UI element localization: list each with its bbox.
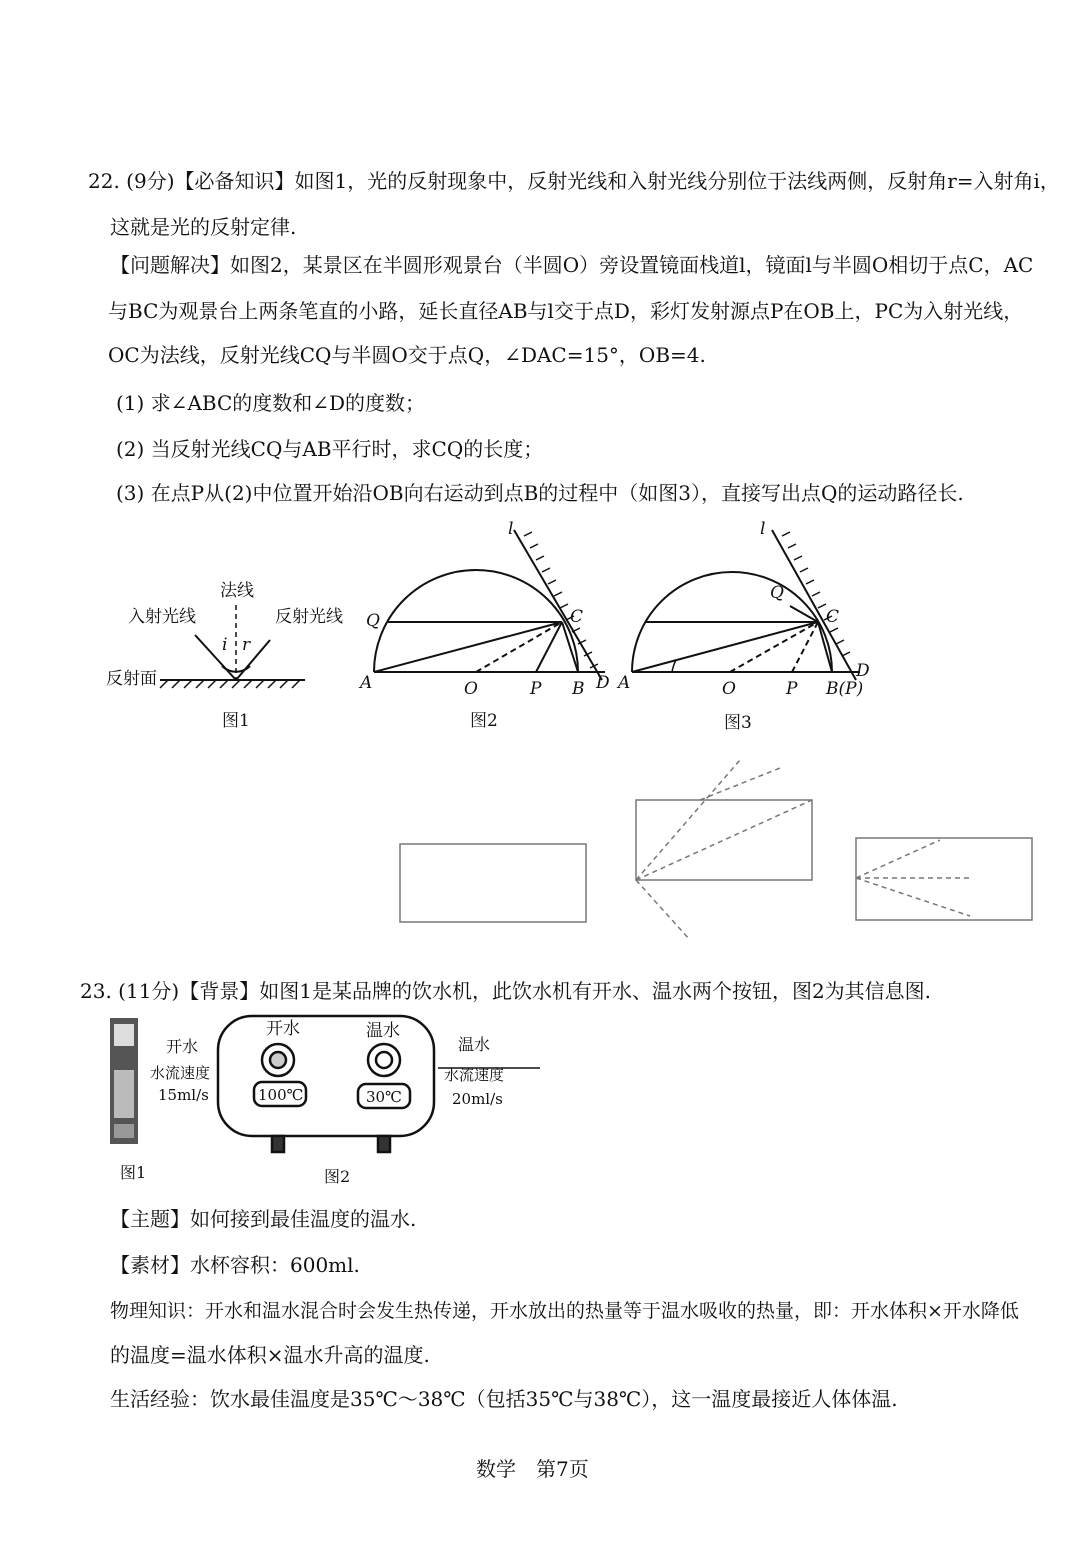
- q23-line1: 23. (11分)【背景】如图1是某品牌的饮水机，此饮水机有开水、温水两个按钮，图2为其信息图.: [80, 979, 932, 1003]
- fig2-Q-label: Q: [366, 611, 380, 631]
- fig3-D-label: D: [856, 661, 870, 681]
- fig3-P-label: P: [786, 679, 798, 699]
- fig2-caption: 图2: [470, 711, 498, 731]
- warm-button-label: 温水: [366, 1021, 400, 1041]
- fig3-C-label: C: [826, 607, 840, 627]
- q22-line4: 与BC为观景台上两条笔直的小路，延长直径AB与l交于点D，彩灯发射源点P在OB上，PC为入射光线，: [108, 299, 1024, 323]
- fig2-l-label: l: [508, 519, 514, 539]
- fig3-caption: 图3: [724, 713, 752, 733]
- fig2-C-label: C: [570, 607, 584, 627]
- q22-line3: 【问题解决】如图2，某景区在半圆形观景台（半圆O）旁设置镜面栈道l，镜面l与半圆O相切于点C，AC: [110, 253, 1034, 277]
- dispenser-image: [110, 1018, 138, 1144]
- fig3-A-label: A: [618, 673, 631, 693]
- fig2-D-label: D: [596, 673, 610, 693]
- fig2-B-label: B: [572, 679, 585, 699]
- fig1-caption: 图1: [222, 711, 250, 731]
- q22-line5: OC为法线，反射光线CQ与半圆O交于点Q，∠DAC=15°，OB=4.: [108, 343, 706, 367]
- q23-theme: 【主题】如何接到最佳温度的温水.: [110, 1207, 417, 1231]
- fig1-r-label: r: [242, 635, 251, 655]
- hot-button-label: 开水: [266, 1019, 300, 1039]
- hot-temp: 100℃: [258, 1086, 304, 1104]
- fig1-incident-label: 入射光线: [128, 607, 196, 627]
- fig2-O-label: O: [464, 679, 478, 699]
- fig1-reflected-label: 反射光线: [275, 607, 343, 627]
- q23-life: 生活经验：饮水最佳温度是35℃～38℃（包括35℃与38℃），这一温度最接近人体体温.: [110, 1387, 898, 1411]
- warm-speed: 20ml/s: [452, 1090, 503, 1108]
- q22-sub1: (1) 求∠ABC的度数和∠D的度数；: [116, 391, 426, 415]
- q23-physics-2: 的温度=温水体积×温水升高的温度.: [110, 1343, 430, 1367]
- warm-label: 温水: [458, 1035, 491, 1054]
- hot-label: 开水: [166, 1037, 199, 1056]
- warm-speed-title: 水流速度: [444, 1066, 505, 1084]
- fig3-Q-label: Q: [770, 583, 784, 603]
- fig3-O-label: O: [722, 679, 736, 699]
- q22-line2: 这就是光的反射定律.: [110, 215, 297, 239]
- q22-sub3: (3) 在点P从(2)中位置开始沿OB向右运动到点B的过程中（如图3），直接写出点Q的运动路径长.: [116, 481, 964, 505]
- fig2-A-label: A: [360, 673, 373, 693]
- q23-material: 【素材】水杯容积：600ml.: [110, 1253, 360, 1277]
- fig1-i-label: i: [222, 635, 228, 655]
- q22-line1: 22. (9分)【必备知识】如图1，光的反射现象中，反射光线和入射光线分别位于法线两侧，反射角r=入射角i，: [88, 169, 1060, 193]
- fig2-P-label: P: [530, 679, 542, 699]
- fig1-normal-label: 法线: [220, 581, 254, 601]
- fig3-B-label: B(P): [826, 679, 864, 699]
- fig2-caption-q23: 图2: [324, 1167, 351, 1186]
- q23-physics-1: 物理知识：开水和温水混合时会发生热传递，开水放出的热量等于温水吸收的热量，即：开水体积×开水降低: [110, 1300, 1019, 1322]
- fig1-caption-q23: 图1: [120, 1163, 147, 1182]
- hot-speed: 15ml/s: [158, 1086, 209, 1104]
- fig3-l-label: l: [760, 519, 766, 539]
- warm-temp: 30℃: [366, 1088, 402, 1106]
- hot-speed-title: 水流速度: [150, 1064, 211, 1082]
- q22-sub2: (2) 当反射光线CQ与AB平行时，求CQ的长度；: [116, 437, 544, 461]
- fig1-surface-label: 反射面: [106, 669, 157, 689]
- page-footer: 数学 第7页: [476, 1457, 589, 1481]
